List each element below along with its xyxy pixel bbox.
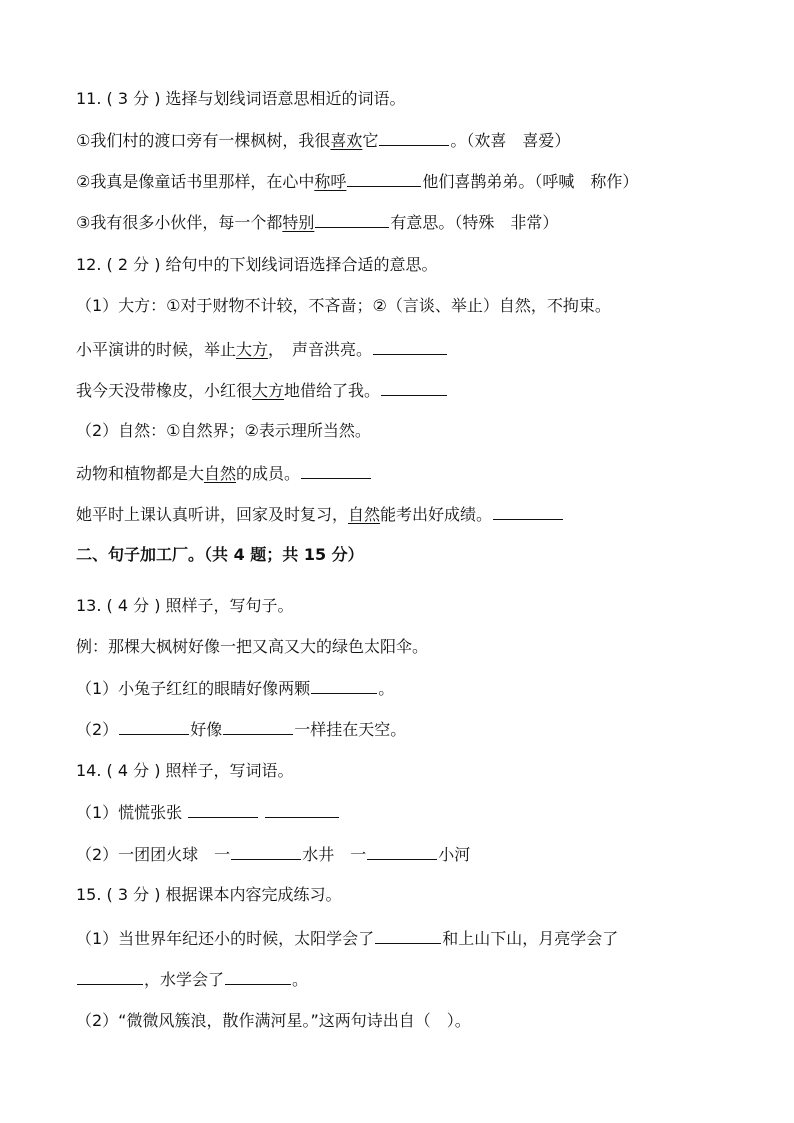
- answer-blank[interactable]: [225, 968, 291, 985]
- q13-title: 13. ( 4 分 ) 照样子，写句子。: [76, 596, 294, 615]
- q12-title: 12. ( 2 分 ) 给句中的下划线词语选择合适的意思。: [76, 255, 438, 274]
- answer-blank[interactable]: [119, 718, 189, 735]
- section-2-title: 二、句子加工厂。（共 4 题；共 15 分）: [76, 545, 364, 564]
- q13-part-2: （2） 好像 一样挂在天空。: [76, 720, 407, 739]
- q11-title: 11. ( 3 分 ) 选择与划线词语意思相近的词语。: [76, 89, 406, 108]
- answer-blank[interactable]: [301, 462, 371, 479]
- q11-sentence-3: ③我有很多小伙伴，每一个都特别 有意思。（特殊 非常）: [76, 213, 559, 232]
- q15-part-2: （2）“微微风簇浪，散作满河星。”这两句诗出自（ ）。: [76, 1011, 471, 1030]
- answer-blank[interactable]: [493, 503, 563, 520]
- q13-example: 例：那棵大枫树好像一把又高又大的绿色太阳伞。: [76, 637, 429, 656]
- answer-blank[interactable]: [265, 801, 339, 818]
- q11-sentence-1: ①我们村的渡口旁有一棵枫树，我很喜欢它 。（欢喜 喜爱）: [76, 131, 571, 150]
- q12-definition-1: （1）大方：①对于财物不计较，不吝啬；②（言谈、举止）自然，不拘束。: [76, 296, 611, 315]
- q12-example-4: 她平时上课认真听讲，回家及时复习，自然能考出好成绩。: [76, 503, 564, 526]
- answer-blank[interactable]: [311, 677, 377, 694]
- q12-example-1: 小平演讲的时候，举止大方， 声音洪亮。: [76, 338, 448, 361]
- q14-title: 14. ( 4 分 ) 照样子，写词语。: [76, 761, 294, 780]
- answer-blank[interactable]: [367, 843, 437, 860]
- answer-blank[interactable]: [231, 843, 301, 860]
- q15-title: 15. ( 3 分 ) 根据课本内容完成练习。: [76, 885, 342, 904]
- q11-sentence-2: ②我真是像童话书里那样，在心中称呼 他们喜鹊弟弟。（呼喊 称作）: [76, 172, 639, 191]
- q15-part-1: （1）当世界年纪还小的时候，太阳学会了 和上山下山，月亮学会了: [76, 929, 619, 948]
- q12-example-3: 动物和植物都是大自然的成员。: [76, 462, 372, 485]
- answer-blank[interactable]: [223, 718, 293, 735]
- q12-example-2: 我今天没带橡皮，小红很大方地借给了我。: [76, 379, 448, 402]
- answer-blank[interactable]: [315, 211, 389, 228]
- answer-blank[interactable]: [381, 379, 447, 396]
- answer-blank[interactable]: [188, 801, 258, 818]
- q14-part-1: （1）慌慌张张: [76, 801, 340, 824]
- answer-blank[interactable]: [77, 968, 143, 985]
- q12-definition-2: （2）自然：①自然界；②表示理所当然。: [76, 421, 371, 440]
- answer-blank[interactable]: [375, 927, 441, 944]
- q15-part-1-continued: ，水学会了 。: [76, 968, 308, 991]
- q14-part-2: （2）一团团火球 一 水井 一 小河: [76, 845, 471, 864]
- answer-blank[interactable]: [379, 129, 449, 146]
- q13-part-1: （1）小兔子红红的眼睛好像两颗 。: [76, 679, 395, 698]
- answer-blank[interactable]: [347, 170, 421, 187]
- answer-blank[interactable]: [373, 338, 447, 355]
